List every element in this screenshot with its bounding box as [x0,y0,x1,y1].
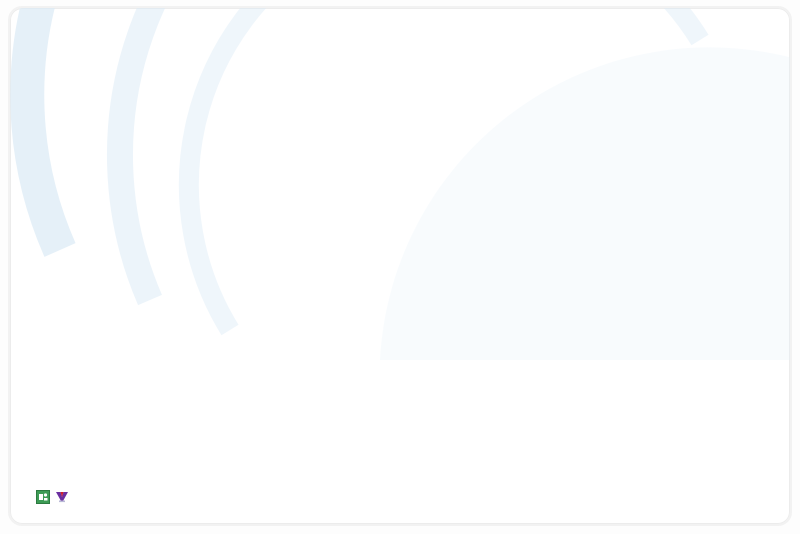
footer-icons [36,490,69,504]
intro-text [38,58,778,111]
requires-item-1 [38,58,778,76]
purple-check-icon[interactable] [55,490,69,504]
requires-item-2 [38,76,778,94]
requires-item-3 [38,93,778,111]
green-tile-icon[interactable] [36,490,50,504]
